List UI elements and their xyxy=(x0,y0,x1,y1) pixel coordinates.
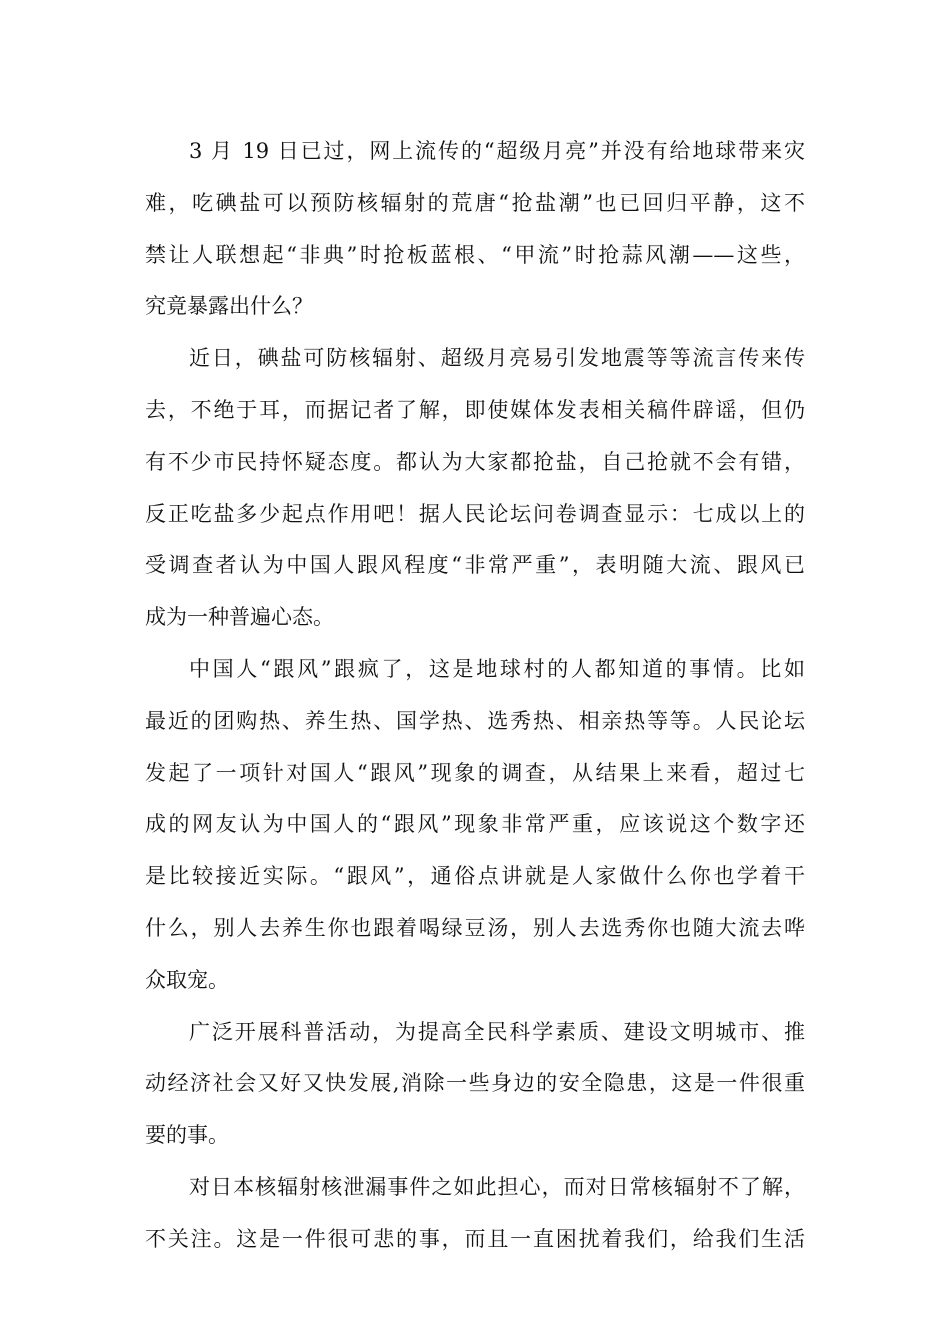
paragraph-line: 广泛开展科普活动，为提高全民科学素质、建设文明城市、推 xyxy=(189,1019,805,1044)
paragraph-line: 成为一种普遍心态。 xyxy=(145,605,334,630)
paragraph-line: 什么，别人去养生你也跟着喝绿豆汤，别人去选秀你也随大流去哗 xyxy=(145,915,805,940)
document-body xyxy=(145,126,805,1266)
paragraph-line: 3 月 19 日已过，网上流传的“超级月亮”并没有给地球带来灾 xyxy=(189,139,805,163)
paragraph-line: 难，吃碘盐可以预防核辐射的荒唐“抢盐潮”也已回归平静，这不 xyxy=(145,190,805,215)
paragraph-line: 是比较接近实际。“跟风”，通俗点讲就是人家做什么你也学着干 xyxy=(145,864,805,889)
paragraph-line: 动经济社会又好又快发展,消除一些身边的安全隐患，这是一件很重 xyxy=(145,1071,805,1096)
paragraph-line: 最近的团购热、养生热、国学热、选秀热、相亲热等等。人民论坛 xyxy=(145,708,805,733)
paragraph-line: 有不少市民持怀疑态度。都认为大家都抢盐，自己抢就不会有错， xyxy=(145,449,805,474)
paragraph-line: 禁让人联想起“非典”时抢板蓝根、“甲流”时抢蒜风潮——这些， xyxy=(145,242,805,267)
paragraph-line: 去，不绝于耳，而据记者了解，即使媒体发表相关稿件辟谣，但仍 xyxy=(145,397,805,422)
paragraph-line: 反正吃盐多少起点作用吧！据人民论坛问卷调查显示：七成以上的 xyxy=(145,501,805,526)
paragraph-line: 究竟暴露出什么？ xyxy=(145,294,313,319)
paragraph-line: 要的事。 xyxy=(145,1123,229,1148)
paragraph-line: 众取宠。 xyxy=(145,967,229,992)
paragraph-line: 不关注。这是一件很可悲的事，而且一直困扰着我们，给我们生活 xyxy=(145,1226,805,1251)
paragraph-line: 近日，碘盐可防核辐射、超级月亮易引发地震等等流言传来传 xyxy=(189,346,805,371)
paragraph-line: 对日本核辐射核泄漏事件之如此担心，而对日常核辐射不了解， xyxy=(189,1174,805,1199)
paragraph-line: 成的网友认为中国人的“跟风”现象非常严重，应该说这个数字还 xyxy=(145,812,805,837)
paragraph-line: 发起了一项针对国人“跟风”现象的调查，从结果上来看，超过七 xyxy=(145,760,805,785)
paragraph-line: 中国人“跟风”跟疯了，这是地球村的人都知道的事情。比如 xyxy=(189,656,805,681)
paragraph-line: 受调查者认为中国人跟风程度“非常严重”，表明随大流、跟风已 xyxy=(145,553,805,578)
